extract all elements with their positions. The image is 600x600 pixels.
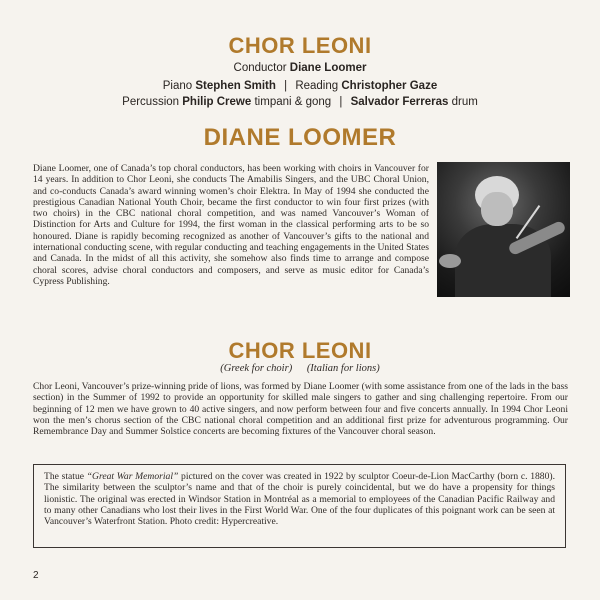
piano-label: Piano — [162, 80, 193, 92]
piano-name: Stephen Smith — [195, 80, 276, 92]
bio-text: Diane Loomer, one of Canada’s top choral conductors, has been working with choirs in Vancouver for 14 years. In addition to Chor Leoni, she conducts The Amabilis Singers, and the UBC Choral Union, and co-conducts Canada’s award winning women’s choir Elektra. In May of 1994 she conducted the prestigious Canadian National Youth Choir, became the first conductor to win four first prizes (with two choirs) in the CBC national choral competition, and was named Vancouver’s Woman of Distinction for Arts and Culture for 1994, the first woman in the classical performing arts to be so honoured. Diane is rapidly becoming recognized as another of Vancouver’s gifts to the national and international conducting scene, with regular conducting and teaching engagements in the United States and Canada. In the midst of all this activity, she somehow also finds time to arrange and compose choral scores, advise choral conductors and composers, and serve as music editor for Canada’s Cypress Publishing. — [33, 163, 429, 287]
credit-separator: | — [339, 96, 343, 108]
conductor-photo — [437, 162, 570, 297]
performer-credits-line1 — [0, 80, 600, 92]
statue-title: “Great War Memorial” — [86, 471, 179, 482]
page-title: CHOR LEONI — [228, 33, 372, 58]
credit-separator: | — [284, 80, 288, 92]
reading-name: Christopher Gaze — [341, 80, 438, 92]
percussion-label: Percussion — [122, 96, 180, 108]
cover-note-box — [33, 464, 566, 548]
percussion1-detail: timpani & gong — [254, 96, 332, 108]
bio-heading: DIANE LOOMER — [203, 124, 397, 151]
cover-note-intro: The statue — [44, 471, 87, 482]
performer-credits-line2 — [0, 96, 600, 108]
percussion2-detail: drum — [451, 96, 478, 108]
choir-text: Chor Leoni, Vancouver’s prize-winning pride of lions, was formed by Diane Loomer (with some assistance from one of the lads in the bass section) in the Summer of 1992 to provide an opportunity for skilled male singers to gather and sing challenging repertoire. From our beginning of 12 men we have grown to 40 active singers, and now perform between four and five concerts annually. In 1994 Chor Leoni won the men’s chorus section of the CBC national choral competition and an additional first prize for adventurous programming. Our Remembrance Day and Summer Solstice concerts are becoming fixtures of the Vancouver choral season. — [33, 381, 568, 438]
conductor-name: Diane Loomer — [289, 62, 367, 74]
choir-heading: CHOR LEONI — [228, 338, 372, 363]
conductor-credit — [0, 62, 600, 74]
cover-note-text — [44, 471, 555, 527]
page-number: 2 — [33, 570, 39, 581]
cover-note-body: pictured on the cover was created in 1922 by sculptor Coeur-de-Lion MacCarthy (born c. 1880). The similarity between the sculptor’s name and that of the choir is purely coincidental, but we do have a propensity for things lionistic. The original was erected in Windsor Station in Montréal as a memorial to employees of the Canadian Pacific Railway and to many other Canadians who lost their lives in the First World War. One of the four duplicates of this poignant work can be seen at Vancouver’s Waterfront Station. Photo credit: Hypercreative. — [44, 471, 555, 528]
percussion1-name: Philip Crewe — [182, 96, 252, 108]
reading-label: Reading — [295, 80, 339, 92]
choir-subtitle — [0, 363, 600, 374]
conductor-label: Conductor — [233, 62, 287, 74]
bio-text-top — [33, 163, 429, 287]
choir-subtitle-italian: (Italian for lions) — [306, 363, 380, 374]
percussion2-name: Salvador Ferreras — [350, 96, 449, 108]
choir-subtitle-greek: (Greek for choir) — [220, 363, 293, 374]
